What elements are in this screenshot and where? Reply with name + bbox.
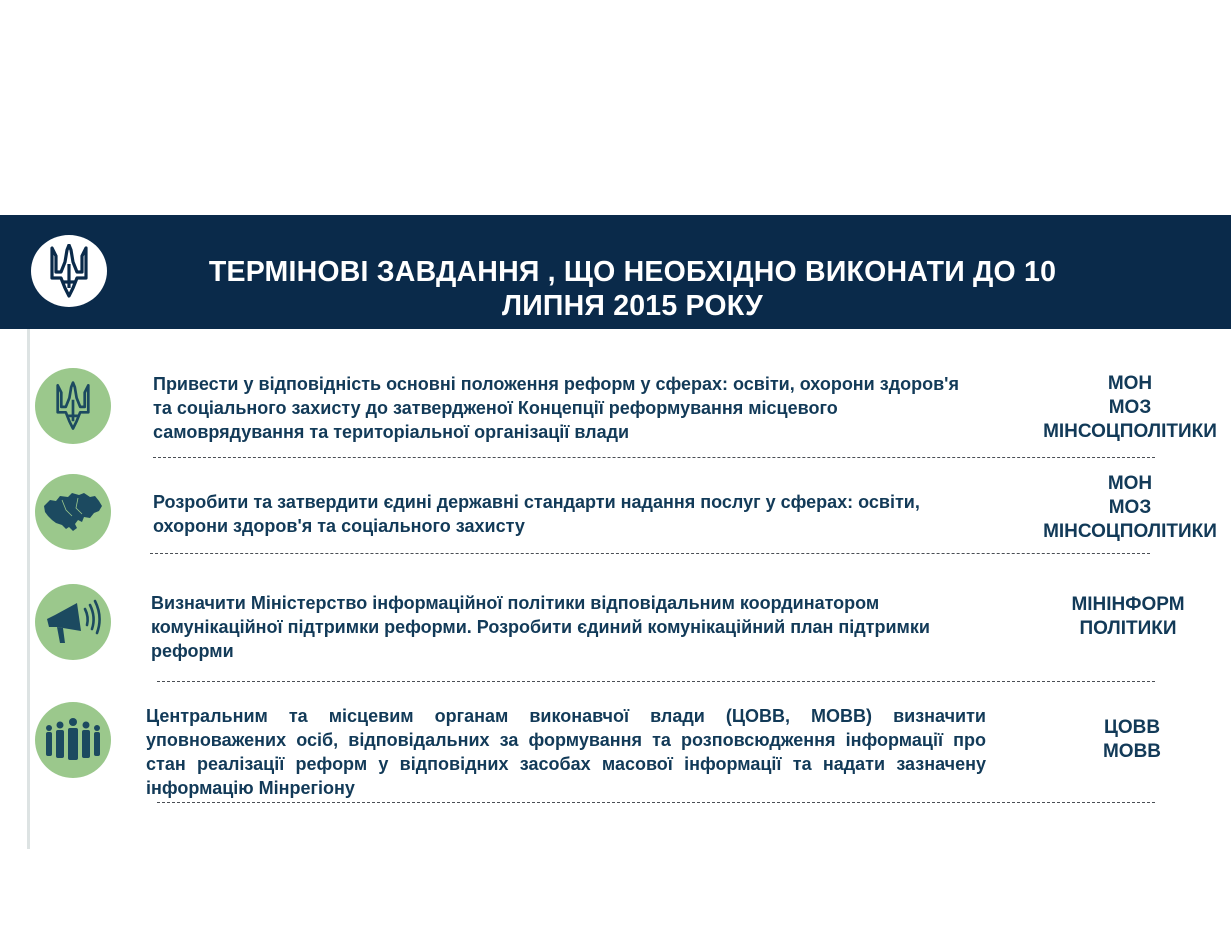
megaphone-icon bbox=[43, 597, 103, 647]
task-icon-2 bbox=[35, 474, 111, 550]
task-responsible-3 bbox=[1030, 593, 1226, 641]
task-responsible-1 bbox=[1030, 372, 1230, 444]
responsible-org: ЦОВВ bbox=[1103, 717, 1161, 738]
task-text-4: Центральним та місцевим органам виконавчої влади (ЦОВВ, МОВВ) визначити уповноважених осіб, відповідальних за формування та розповсюдження інформації про стан реалізації реформ у відповідних засобах масової інформації та надати зазначену інформацію Мінрегіону bbox=[146, 706, 986, 798]
responsible-org: МОН bbox=[1107, 473, 1153, 494]
responsible-org: ПОЛІТИКИ bbox=[1079, 618, 1177, 639]
left-divider bbox=[27, 329, 30, 849]
coat-of-arms-logo bbox=[31, 235, 107, 307]
task-icon-3 bbox=[35, 584, 111, 660]
task-text-3: Визначити Міністерство інформаційної політики відповідальним координатором комунікаційної підтримки реформи. Розробити єдиний комунікаційний план підтримки реформи bbox=[151, 593, 930, 661]
responsible-org: МОВВ bbox=[1102, 741, 1162, 762]
task-icon-1 bbox=[35, 368, 111, 444]
people-group-icon bbox=[43, 717, 103, 763]
responsible-org: МОЗ bbox=[1108, 397, 1152, 418]
trident-icon bbox=[55, 379, 91, 433]
task-icon-4 bbox=[35, 702, 111, 778]
task-responsible-2 bbox=[1030, 472, 1230, 544]
responsible-org: МІНСОЦПОЛІТИКИ bbox=[1043, 521, 1217, 542]
responsible-org: МОЗ bbox=[1108, 497, 1152, 518]
page-title-line-1: ТЕРМІНОВІ ЗАВДАННЯ , ЩО НЕОБХІДНО ВИКОНАТИ ДО 10 bbox=[208, 256, 1057, 288]
task-text-2: Розробити та затвердити єдині державні стандарти надання послуг у сферах: освіти, охорони здоров'я та соціального захисту bbox=[153, 492, 920, 536]
responsible-org: МІНІНФОРМ bbox=[1071, 594, 1185, 615]
page-title-line-2: ЛИПНЯ 2015 РОКУ bbox=[502, 290, 763, 322]
task-responsible-4 bbox=[1032, 716, 1231, 764]
page-title bbox=[150, 255, 1115, 323]
row-divider bbox=[150, 553, 1150, 554]
row-divider bbox=[157, 681, 1155, 682]
task-text-1: Привести у відповідність основні положення реформ у сферах: освіти, охорони здоров'я та соціального захисту до затвердженої Концепції реформування місцевого самоврядування та територіальної організації влади bbox=[153, 374, 959, 442]
row-divider bbox=[153, 457, 1155, 458]
responsible-org: МІНСОЦПОЛІТИКИ bbox=[1043, 421, 1217, 442]
responsible-org: МОН bbox=[1107, 373, 1153, 394]
trident-icon bbox=[49, 244, 89, 298]
row-divider bbox=[157, 802, 1155, 803]
ukraine-map-icon bbox=[42, 490, 104, 534]
